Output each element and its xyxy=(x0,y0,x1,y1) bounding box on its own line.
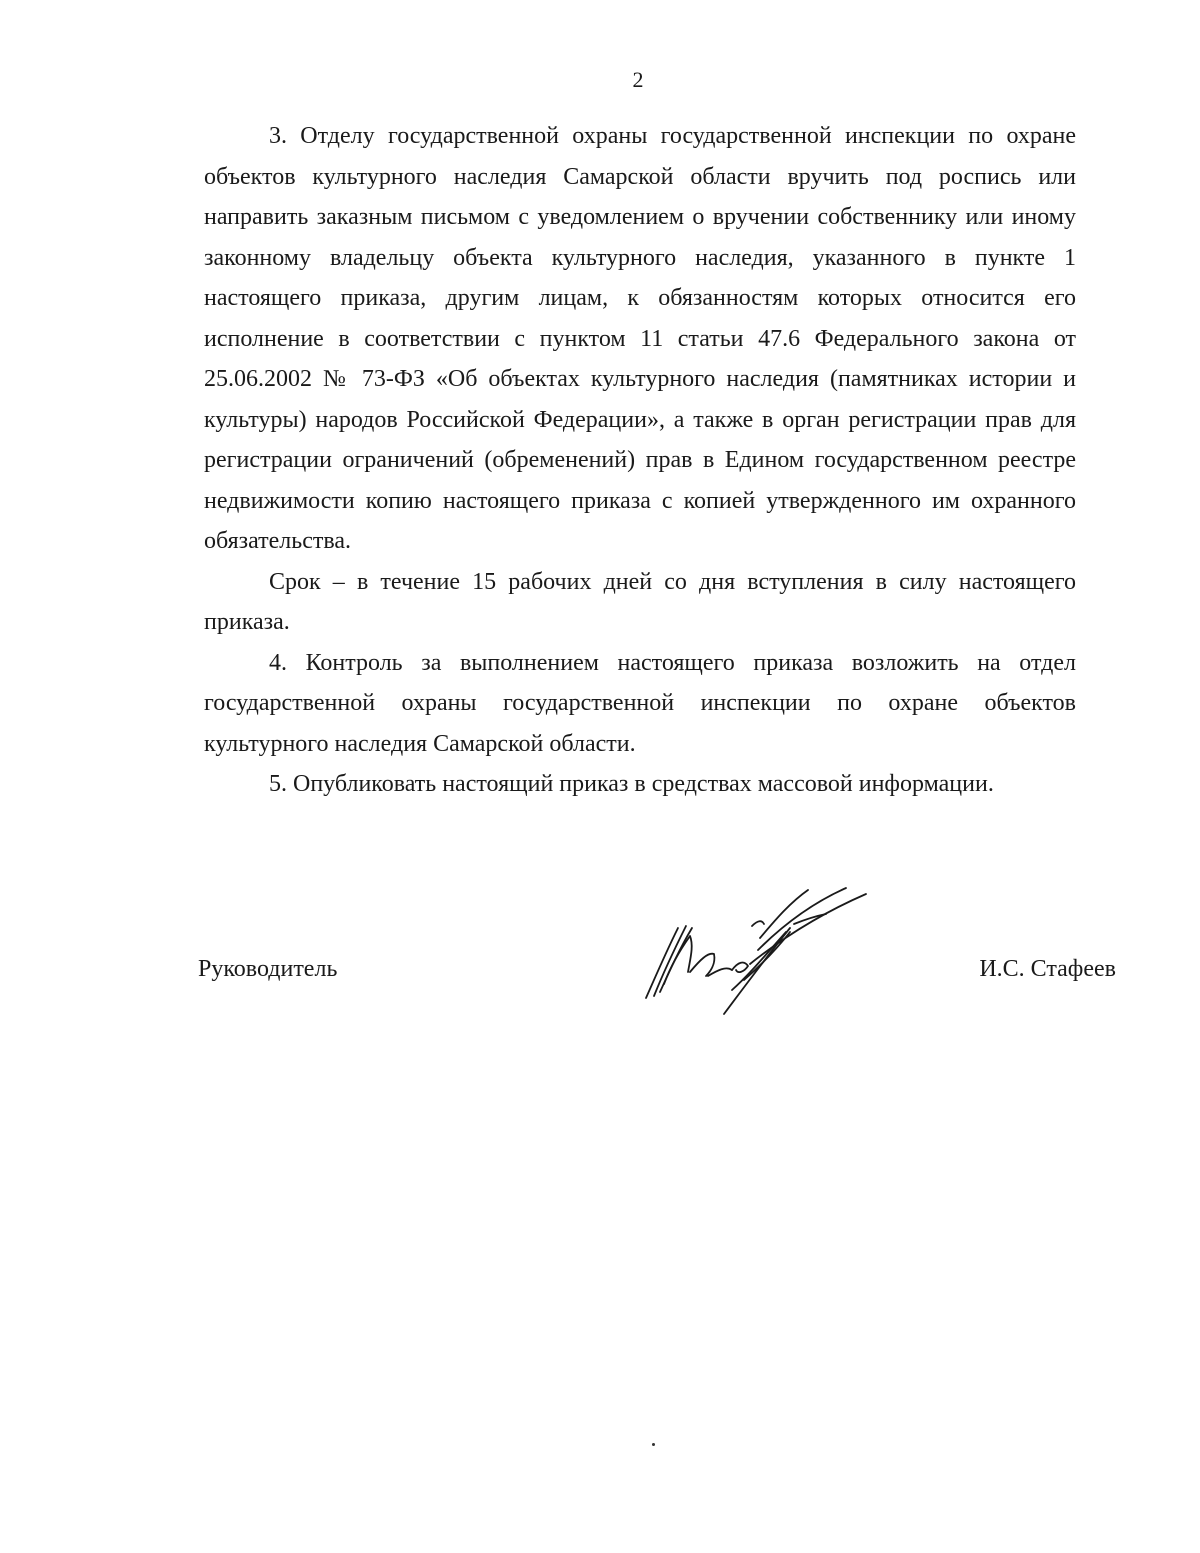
document-body xyxy=(204,116,1076,805)
handwritten-signature xyxy=(640,880,880,1020)
paragraph-item-4: 4. Контроль за выполнением настоящего приказа возложить на отдел государственной охраны государственной инспекции по охране объектов культурного наследия Самарской области. xyxy=(204,649,1076,757)
paragraph-deadline: Срок – в течение 15 рабочих дней со дня вступления в силу настоящего приказа. xyxy=(204,568,1076,635)
page-number: 2 xyxy=(632,67,644,92)
scan-speck xyxy=(652,1443,655,1446)
signer-name: И.С. Стафеев xyxy=(979,956,1116,982)
paragraph-item-3: 3. Отделу государственной охраны государственной инспекции по охране объектов культурного наследия Самарской области вручить под роспись или направить заказным письмом с уведомлением о вручении собственнику или иному законному владельцу объекта культурного наследия, указанного в пункте 1 настоящего приказа, другим лицам, к обязанностям которых относится его исполнение в соответствии с пунктом 11 статьи 47.6 Федерального закона от 25.06.2002 № 73-ФЗ «Об объектах культурного наследия (памятниках истории и культуры) народов Российской Федерации», а также в орган регистрации прав для регистрации ограничений (обременений) прав в Едином государственном реестре недвижимости копию настоящего приказа с копией утвержденного им охранного обязательства. xyxy=(204,123,1076,554)
signer-role: Руководитель xyxy=(198,956,338,982)
paragraph-item-5: 5. Опубликовать настоящий приказ в средствах массовой информации. xyxy=(269,771,994,797)
